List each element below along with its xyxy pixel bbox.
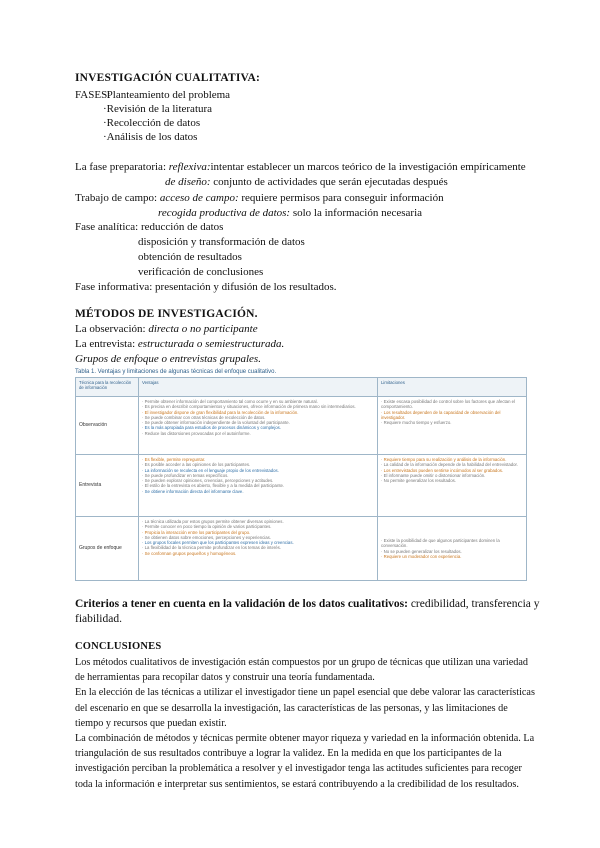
entrevista-label: La entrevista:	[75, 338, 136, 350]
table-cell-line: · Los entrevistados pueden sentirse incómodos al ser grabados.	[381, 467, 504, 473]
table-row-label: Observación	[76, 397, 139, 455]
techniques-table	[75, 377, 527, 581]
observacion-line	[75, 322, 258, 336]
grupos-line: Grupos de enfoque o entrevistas grupales.	[75, 353, 261, 365]
table-cell-line: · Requiere mucho tiempo y esfuerzo.	[381, 420, 452, 426]
table-cell-line: · No permite generalizar los resultados.	[381, 478, 456, 484]
table-cell-line: · Los resultados dependen de la capacidad de observación del investigador.	[381, 409, 501, 420]
criterios-rest: credibilidad, transferencia y	[410, 598, 540, 610]
techniques-table-figure	[75, 368, 527, 581]
table-cell-line: · Permite obtener información del comportamiento tal como ocurre y en su ambiente natural.	[142, 399, 318, 404]
conclusiones-line: tiempo y recursos que puedan existir.	[75, 717, 227, 729]
table-cell-line: · Reduce las distorsiones provocadas por el autoinforme.	[142, 430, 251, 436]
preparatoria-term: reflexiva:	[168, 161, 211, 173]
observacion-label: La observación:	[75, 323, 146, 335]
conclusiones-line: del escenario en que se desarrolla la investigación, las características de las personas, y las limitaciones de	[75, 702, 508, 714]
informativa-text: presentación y difusión de los resultados.	[155, 281, 337, 293]
campo-lead: Trabajo de campo:	[75, 192, 158, 204]
table-cell-line: · Se puede combinar con otras técnicas de recolección de datos.	[142, 414, 266, 420]
table-cell-limitaciones	[378, 397, 527, 455]
table-cell-line: · Permite conocer en poco tiempo la opinión de varios participantes.	[142, 524, 272, 530]
table-cell-line: · Es precisa en describir comportamientos y situaciones, ofrece información de primera mano sin intermediarios.	[142, 404, 356, 410]
preparatoria-line-2	[165, 175, 448, 189]
table-header-cell: Ventajas	[139, 378, 378, 397]
recogida-text: solo la información necesaria	[292, 207, 423, 219]
table-cell-line: · Requiere un moderador con experiencia.	[381, 553, 462, 559]
table-cell-ventajas	[139, 455, 378, 517]
table-cell-line: · El informante puede omitir o distorsionar información.	[381, 472, 486, 478]
table-cell-line: · Se pueden explorar opiniones, creencias, percepciones y actitudes.	[142, 478, 274, 484]
table-header-row	[76, 378, 527, 397]
table-cell-ventajas	[139, 397, 378, 455]
conclusiones-line: investigación perciban la problemática a resolver y el investigador tenga las actitudes suficientes para recoger	[75, 763, 522, 775]
preparatoria-lead: La fase preparatoria:	[75, 161, 166, 173]
table-header-cell: Técnica para la recolección de información	[76, 378, 139, 397]
fase-item: ·Revisión de la literatura	[103, 103, 213, 115]
table-cell-limitaciones	[378, 517, 527, 581]
conclusiones-line: de herramientas para recopilar datos y construir una teoría fundamentada.	[75, 672, 375, 684]
conclusiones-line: toda la información e interpretar sus sentimientos, se estará contribuyendo a la credibilidad de los resultados.	[75, 778, 519, 790]
table-cell-line: · No se pueden generalizar los resultados.	[381, 548, 462, 554]
fase-item: ·Planteamiento del problema	[103, 89, 231, 101]
diseno-text: conjunto de actividades que serán ejecutadas después	[213, 176, 448, 188]
campo-line-2	[158, 206, 422, 220]
table-row	[76, 397, 527, 455]
informativa-lead: Fase informativa:	[75, 281, 153, 293]
table-cell-line: · Existe la posibilidad de que algunos participantes dominen la conversación.	[381, 537, 500, 549]
table-cell-line: · Los grupos focales permiten que los participantes expresen ideas y creencias.	[142, 540, 294, 546]
analitica-item: obtención de resultados	[138, 251, 242, 263]
campo-term: acceso de campo:	[159, 192, 239, 204]
analitica-item: reducción de datos	[140, 221, 224, 233]
table-cell-line: · La calidad de la información depende de la habilidad del entrevistador.	[381, 462, 518, 468]
table-cell-line: · Se obtiene información directa del informante clave.	[142, 488, 244, 494]
table-cell-line: · Requiere tiempo para su realización y análisis de la información.	[381, 457, 507, 462]
fases-label: FASES:	[75, 89, 111, 101]
analitica-lead: Fase analítica:	[75, 221, 139, 233]
table-cell-line: · Se obtienen datos sobre emociones, percepciones y experiencias.	[142, 534, 271, 540]
fase-item: ·Análisis de los datos	[103, 131, 198, 143]
entrevista-value: estructurada o semiestructurada.	[137, 338, 285, 350]
section-title-investigacion: INVESTIGACIÓN CUALITATIVA:	[75, 72, 261, 84]
campo-text: requiere permisos para conseguir información	[241, 192, 444, 204]
table-header-cell: Limitaciones	[378, 378, 527, 397]
table-cell-ventajas	[139, 517, 378, 581]
table-row-label: Grupos de enfoque	[76, 517, 139, 581]
conclusiones-line: triangulación de sus resultados contribuye a lograr la validez. En la medida en que los participantes de la	[75, 748, 502, 760]
criterios-line	[75, 597, 540, 611]
table-cell-line: · Propicia la interacción entre los participantes del grupo.	[142, 529, 251, 535]
diseno-term: de diseño:	[165, 176, 211, 188]
table-cell-line: · Se conforman grupos pequeños y homogéneos.	[142, 550, 237, 556]
table-row	[76, 455, 527, 517]
table-cell-line: · Es flexible, permite repreguntar.	[142, 457, 206, 462]
table-row-label: Entrevista	[76, 455, 139, 517]
campo-line	[75, 191, 444, 205]
table-row	[76, 517, 527, 581]
fase-item: ·Recolección de datos	[103, 117, 201, 129]
table-cell-line: · La flexibilidad de la técnica permite profundizar en los temas de interés.	[142, 545, 282, 551]
table-cell-line: · La información se recolecta en el lenguaje propio de los entrevistados.	[142, 467, 279, 473]
conclusiones-line: La combinación de métodos y técnicas permite obtener mayor riqueza y variedad en la información obtenida. La	[75, 733, 535, 745]
section-title-conclusiones: CONCLUSIONES	[75, 641, 162, 652]
observacion-value: directa o no participante	[148, 323, 258, 335]
recogida-term: recogida productiva de datos:	[158, 207, 291, 219]
table-cell-line: · El estilo de la entrevista es abierto, flexible y a la medida del participante.	[142, 483, 285, 489]
criterios-line-2: fiabilidad.	[75, 613, 122, 625]
preparatoria-text: intentar establecer un marcos teórico de la investigación empíricamente	[210, 161, 526, 173]
informativa-line	[75, 280, 337, 294]
table-cell-line: · La técnica utilizada por estos grupos permite obtener diversas opiniones.	[142, 519, 284, 524]
table-cell-limitaciones	[378, 455, 527, 517]
conclusiones-line: En la elección de las técnicas a utilizar el investigador tiene un papel esencial que debe valorar las características	[75, 687, 535, 699]
criterios-bold: Criterios a tener en cuenta en la validación de los datos cualitativos:	[75, 598, 408, 610]
table-cell-line: · El investigador dispone de gran flexibilidad para la recolección de la información.	[142, 409, 299, 415]
table-caption: Tabla 1. Ventajas y limitaciones de algunas técnicas del enfoque cualitativo.	[75, 369, 277, 375]
conclusiones-line: Los métodos cualitativos de investigación están compuestos por un grupo de técnicas que utilizan una variedad	[75, 657, 528, 668]
analitica-line	[75, 220, 223, 234]
section-title-metodos: MÉTODOS DE INVESTIGACIÓN.	[75, 308, 258, 320]
table-cell-line: · Es la más apropiada para estudios de procesos dinámicos y complejos.	[142, 425, 282, 431]
analitica-item: verificación de conclusiones	[138, 266, 264, 278]
table-cell-line: · Se puede profundizar en temas específicos.	[142, 472, 229, 478]
conclusiones-body	[75, 655, 535, 792]
table-cell-line: · Existe escasa posibilidad de control sobre los factores que afectan el comportamiento.	[381, 399, 515, 410]
preparatoria-line	[75, 160, 526, 174]
analitica-item: disposición y transformación de datos	[138, 236, 305, 248]
table-cell-line: · Es posible acceder a las opiniones de los participantes.	[142, 462, 251, 468]
entrevista-line	[75, 337, 284, 351]
table-cell-line: · Se puede obtener información independiente de la voluntad del participante.	[142, 420, 290, 426]
